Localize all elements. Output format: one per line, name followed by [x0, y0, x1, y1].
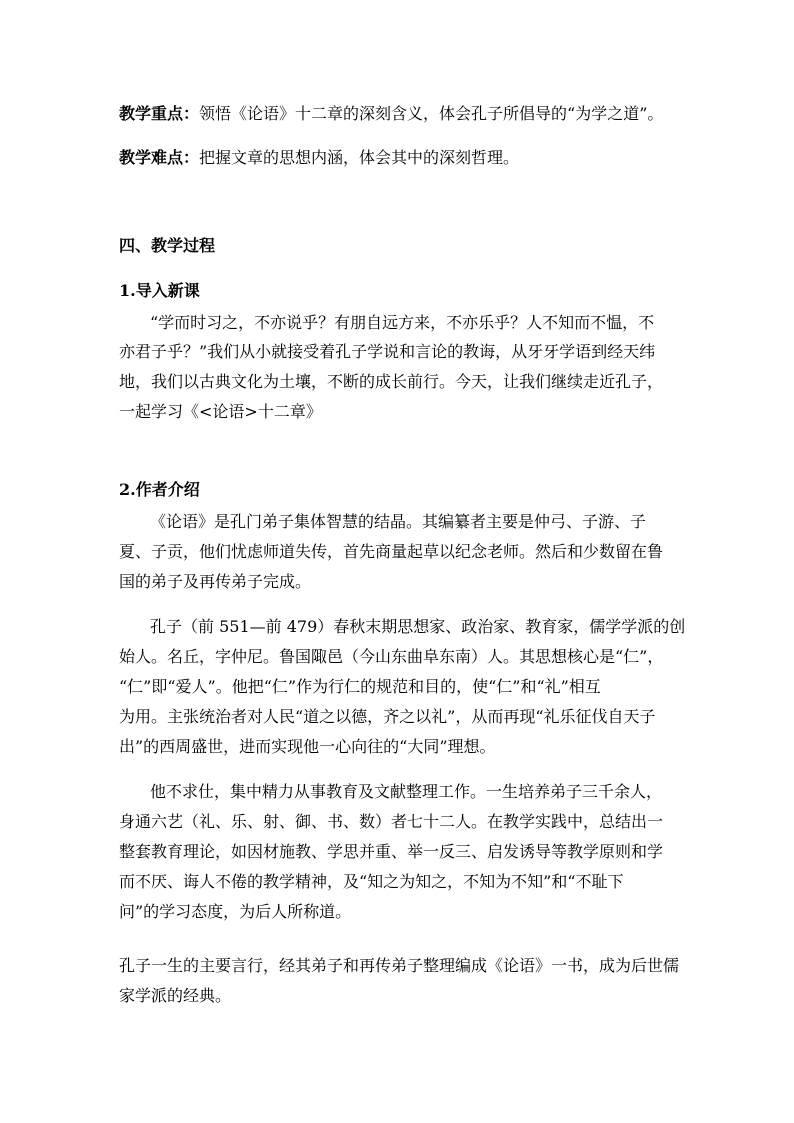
intro-line: “学而时习之，不亦说乎？有朋自远方来，不亦乐乎？人不知而不愠，不 — [150, 313, 655, 332]
author-paragraph-line: “仁”即“爱人”。他把“仁”作为行仁的规范和目的，使“仁”和“礼”相互 — [119, 677, 601, 696]
key-points-text: 领悟《论语》十二章的深刻含义，体会孔子所倡导的“为学之道”。 — [199, 104, 664, 123]
intro-heading: 1.导入新课 — [119, 281, 200, 300]
intro-line: 一起学习《<论语>十二章》 — [119, 402, 322, 421]
author-heading: 2.作者介绍 — [119, 480, 200, 499]
author-paragraph-line: 问”的学习态度，为后人所称道。 — [119, 902, 352, 921]
key-points-label: 教学重点： — [119, 104, 200, 123]
author-paragraph-line: 孔子（前 551—前 479）春秋末期思想家、政治家、教育家，儒学学派的创 — [150, 617, 686, 636]
author-paragraph-line: 而不厌、诲人不倦的教学精神，及“知之为知之，不知为不知”和“不耻下 — [119, 872, 624, 891]
author-paragraph-line: 出”的西周盛世，进而实现他一心向往的“大同”理想。 — [119, 737, 496, 756]
intro-line: 亦君子乎？”我们从小就接受着孔子学说和言论的教诲，从牙牙学语到经天纬 — [119, 342, 656, 361]
intro-line: 地，我们以古典文化为土壤，不断的成长前行。今天，让我们继续走近孔子， — [119, 372, 664, 391]
author-paragraph-line: 为用。主张统治者对人民“道之以德，齐之以礼”，从而再现“礼乐征伐自天子 — [119, 707, 656, 726]
author-paragraph-line: 始人。名丘，字仲尼。鲁国陬邑（今山东曲阜东南）人。其思想核心是“仁”， — [119, 647, 664, 666]
author-paragraph-line: 身通六艺（礼、乐、射、御、书、数）者七十二人。在教学实践中，总结出一 — [119, 812, 664, 831]
author-paragraph-line: 国的弟子及再传弟子完成。 — [119, 572, 312, 591]
author-paragraph-line: 孔子一生的主要言行，经其弟子和再传弟子整理编成《论语》一书，成为后世儒 — [119, 956, 680, 975]
difficulties-line — [119, 148, 679, 168]
key-points-line — [119, 104, 679, 124]
author-paragraph-line: 夏、子贡，他们忧虑师道失传，首先商量起草以纪念老师。然后和少数留在鲁 — [119, 542, 664, 561]
author-paragraph-line: 《论语》是孔门弟子集体智慧的结晶。其编纂者主要是仲弓、子游、子 — [150, 512, 647, 531]
difficulties-text: 把握文章的思想内涵，体会其中的深刻哲理。 — [199, 148, 520, 167]
difficulties-label: 教学难点： — [119, 148, 200, 167]
author-paragraph-line: 整套教育理论，如因材施教、学思并重、举一反三、启发诱导等教学原则和学 — [119, 842, 664, 861]
author-paragraph-line: 他不求仕，集中精力从事教育及文献整理工作。一生培养弟子三千余人， — [150, 782, 663, 801]
author-paragraph-line: 家学派的经典。 — [119, 986, 232, 1005]
section-heading-teaching-process: 四、教学过程 — [119, 236, 216, 255]
